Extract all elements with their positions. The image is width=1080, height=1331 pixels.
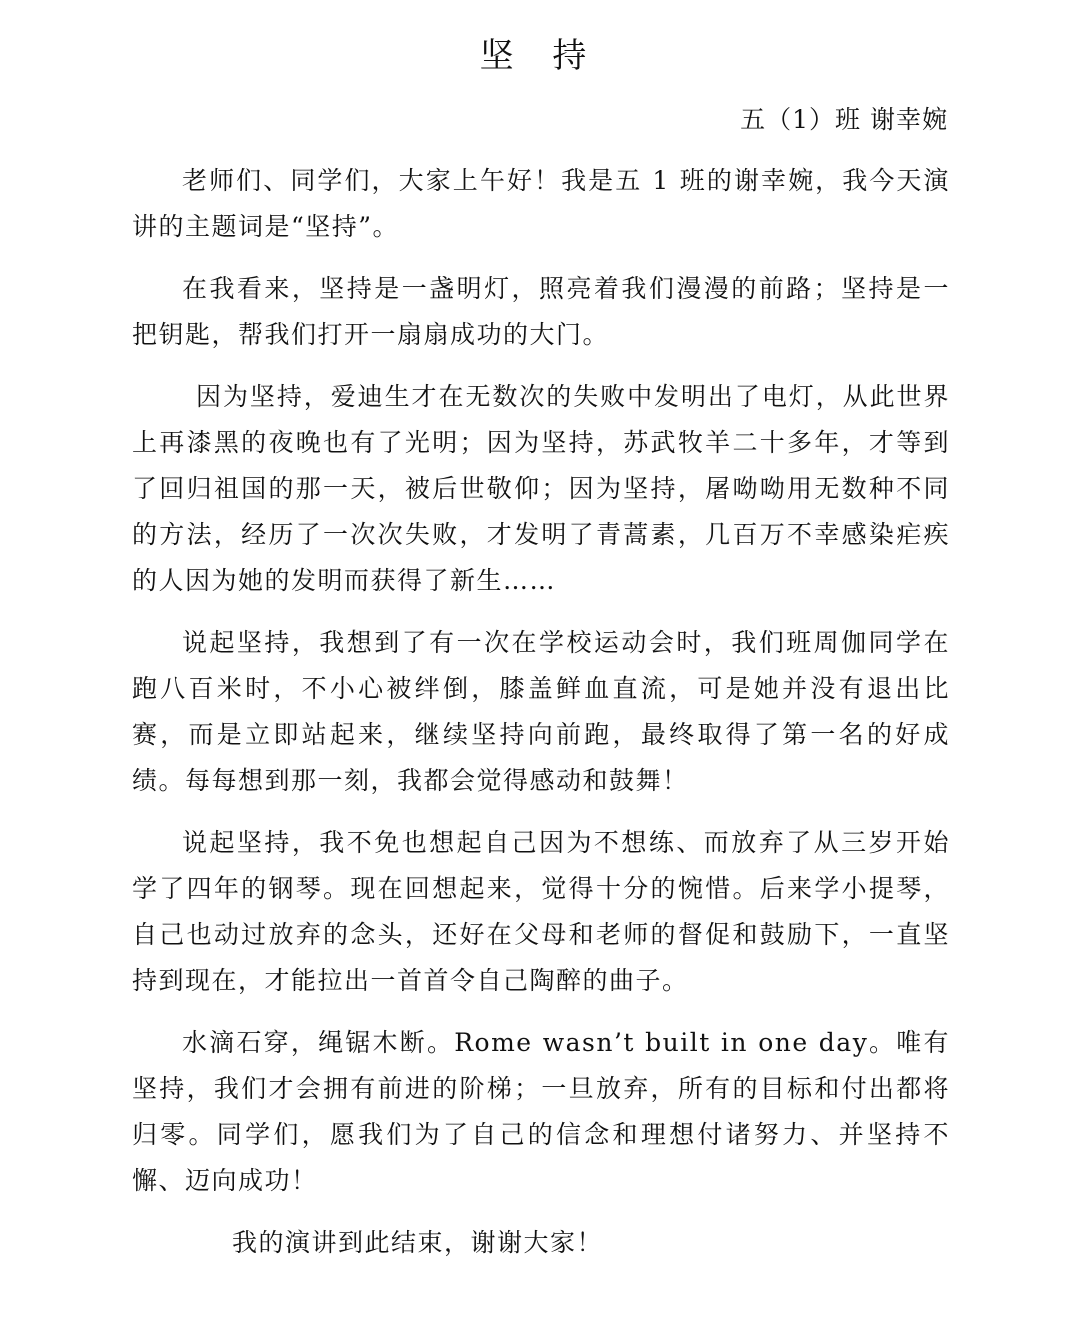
paragraph-piano-violin: 说起坚持，我不免也想起自己因为不想练、而放弃了从三岁开始学了四年的钢琴。现在回想起来，觉得十分的惋惜。后来学小提琴，自己也动过放弃的念头，还好在父母和老师的督促和鼓励下，一直坚持到现在，才能拉出一首首令自己陶醉的曲子。 xyxy=(132,828,950,995)
paragraph-greeting: 老师们、同学们，大家上午好！我是五 1 班的谢幸婉，我今天演讲的主题词是“坚持”。 xyxy=(132,166,950,241)
paragraph-sports-meet: 说起坚持，我想到了有一次在学校运动会时，我们班周伽同学在跑八百米时，不小心被绊倒，膝盖鲜血直流，可是她并没有退出比赛，而是立即站起来，继续坚持向前跑，最终取得了第一名的好成绩。每每想到那一刻，我都会觉得感动和鼓舞！ xyxy=(132,628,950,795)
paragraph-examples: 因为坚持，爱迪生才在无数次的失败中发明出了电灯，从此世界上再漆黑的夜晚也有了光明；因为坚持，苏武牧羊二十多年，才等到了回归祖国的那一天，被后世敬仰；因为坚持，屠呦呦用无数种不同的方法，经历了一次次失败，才发明了青蒿素，几百万不幸感染疟疾的人因为她的发明而获得了新生…… xyxy=(132,382,950,595)
author-line: 五（1）班 谢幸婉 xyxy=(740,105,948,134)
closing-line: 我的演讲到此结束，谢谢大家！ xyxy=(232,1228,604,1257)
paragraph-conclusion: 水滴石穿，绳锯木断。Rome wasn’t built in one day。唯有坚持，我们才会拥有前进的阶梯；一旦放弃，所有的目标和付出都将归零。同学们，愿我们为了自己的信念和理想付诸努力、并坚持不懈、迈向成功！ xyxy=(132,1028,950,1195)
speech-body xyxy=(132,158,950,1266)
paragraph-metaphor: 在我看来，坚持是一盏明灯，照亮着我们漫漫的前路；坚持是一把钥匙，帮我们打开一扇扇成功的大门。 xyxy=(132,274,950,349)
document-title: 坚 持 xyxy=(479,36,601,76)
